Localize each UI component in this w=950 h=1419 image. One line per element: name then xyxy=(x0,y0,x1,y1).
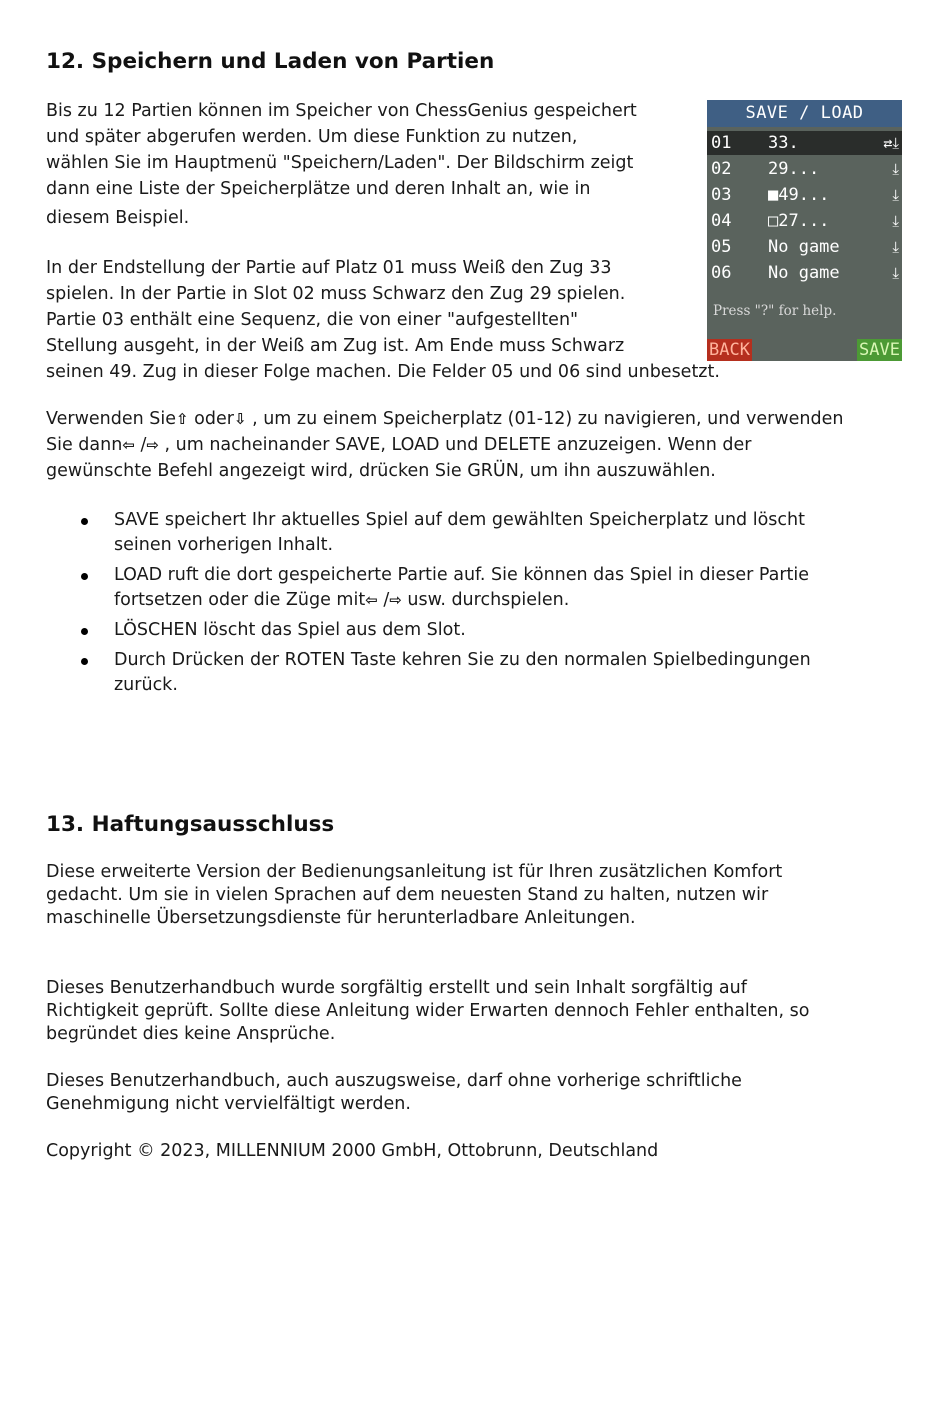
text-line: wählen Sie im Hauptmenü "Speichern/Laden". Der Bildschirm zeigt xyxy=(46,153,634,173)
text-line: Richtigkeit geprüft. Sollte diese Anleitung wider Erwarten dennoch Fehler enthalten, so xyxy=(46,1001,810,1021)
help-text: Press "?" for help. xyxy=(713,303,837,319)
list-item: LÖSCHEN löscht das Spiel aus dem Slot. xyxy=(46,618,811,643)
slot-row: 04 □27... ⤓ xyxy=(711,211,899,231)
list-item: SAVE speichert Ihr aktuelles Spiel auf dem gewählten Speicherplatz und löscht seinen vorherigen Inhalt. xyxy=(46,508,811,558)
intro-paragraph xyxy=(46,98,637,231)
slot-row: 05 No game ⤓ xyxy=(711,237,899,257)
down-arrow-icon: ⇩ xyxy=(233,410,247,428)
text-line: Diese erweiterte Version der Bedienungsanleitung ist für Ihren zusätzlichen Komfort xyxy=(46,862,783,882)
disclaimer-paragraph-3 xyxy=(46,1070,742,1116)
text-line: gedacht. Um sie in vielen Sprachen auf dem neuesten Stand zu halten, nutzen wir xyxy=(46,885,769,905)
text-line: und später abgerufen werden. Um diese Funktion zu nutzen, xyxy=(46,127,578,147)
copyright-notice: Copyright © 2023, MILLENNIUM 2000 GmbH, Ottobrunn, Deutschland xyxy=(46,1141,659,1161)
text-line: seinen 49. Zug in dieser Folge machen. Die Felder 05 und 06 sind unbesetzt. xyxy=(46,362,720,382)
text-line: Dieses Benutzerhandbuch wurde sorgfältig erstellt und sein Inhalt sorgfältig auf xyxy=(46,978,747,998)
disclaimer-paragraph-1 xyxy=(46,861,782,930)
bullet-icon xyxy=(81,518,88,525)
text-line: Bis zu 12 Partien können im Speicher von ChessGenius gespeichert xyxy=(46,101,637,121)
text-line: Stellung ausgeht, in der Weiß am Zug ist. Am Ende muss Schwarz xyxy=(46,336,625,356)
text-line: Partie 03 enthält eine Sequenz, die von einer "aufgestellten" xyxy=(46,310,579,330)
slot-row: 06 No game ⤓ xyxy=(711,263,899,283)
download-icon: ⤓ xyxy=(892,212,899,230)
text-line: maschinelle Übersetzungsdienste für herunterladbare Anleitungen. xyxy=(46,908,636,928)
text-line: gewünschte Befehl angezeigt wird, drücken Sie GRÜN, um ihn auszuwählen. xyxy=(46,461,716,481)
right-arrow-icon: ⇨ xyxy=(389,591,402,609)
text-line: Dieses Benutzerhandbuch, auch auszugsweise, darf ohne vorherige schriftliche xyxy=(46,1071,742,1091)
list-item: Durch Drücken der ROTEN Taste kehren Sie zu den normalen Spielbedingungen zurück. xyxy=(46,648,811,698)
slot-row: 03 ■49... ⤓ xyxy=(711,185,899,205)
left-arrow-icon: ⇦ xyxy=(122,436,135,454)
section-13-heading: 13. Haftungsausschluss xyxy=(46,812,335,837)
download-icon: ⤓ xyxy=(892,238,899,256)
disclaimer-paragraph-2 xyxy=(46,977,809,1046)
bullet-icon xyxy=(81,658,88,665)
download-icon: ⤓ xyxy=(892,160,899,178)
screen-title: SAVE / LOAD xyxy=(707,100,902,127)
right-arrow-icon: ⇨ xyxy=(146,436,159,454)
text-line: Sie dann⇦ /⇨ , um nacheinander SAVE, LOAD und DELETE anzuzeigen. Wenn der xyxy=(46,435,752,455)
text-line: In der Endstellung der Partie auf Platz 01 muss Weiß den Zug 33 xyxy=(46,258,612,278)
swap-download-icon: ⇄⤓ xyxy=(883,134,899,152)
text-line: Genehmigung nicht vervielfältigt werden. xyxy=(46,1094,411,1114)
navigation-paragraph xyxy=(46,406,843,484)
bullet-list xyxy=(46,508,811,703)
save-load-screen xyxy=(707,100,902,361)
example-paragraph xyxy=(46,255,720,385)
download-icon: ⤓ xyxy=(892,264,899,282)
up-arrow-icon: ⇧ xyxy=(176,410,189,428)
text-line: diesem Beispiel. xyxy=(46,208,190,228)
bullet-icon xyxy=(81,628,88,635)
text-line: spielen. In der Partie in Slot 02 muss Schwarz den Zug 29 spielen. xyxy=(46,284,626,304)
bullet-icon xyxy=(81,573,88,580)
left-arrow-icon: ⇦ xyxy=(365,591,378,609)
list-item: LOAD ruft die dort gespeicherte Partie auf. Sie können das Spiel in dieser Partie fortsetzen oder die Züge mit⇦ /⇨ usw. durchspielen. xyxy=(46,563,811,613)
download-icon: ⤓ xyxy=(892,186,899,204)
slot-row: 02 29... ⤓ xyxy=(711,159,899,179)
text-line: Verwenden Sie⇧ oder⇩ , um zu einem Speicherplatz (01-12) zu navigieren, und verwenden xyxy=(46,409,844,429)
text-line: dann eine Liste der Speicherplätze und deren Inhalt an, wie in xyxy=(46,179,591,199)
text-line: begründet dies keine Ansprüche. xyxy=(46,1024,336,1044)
save-softkey: SAVE xyxy=(859,340,900,360)
slot-row: 01 33. ⇄⤓ xyxy=(707,131,902,155)
section-12-heading: 12. Speichern und Laden von Partien xyxy=(46,49,495,74)
back-softkey: BACK xyxy=(709,340,750,360)
